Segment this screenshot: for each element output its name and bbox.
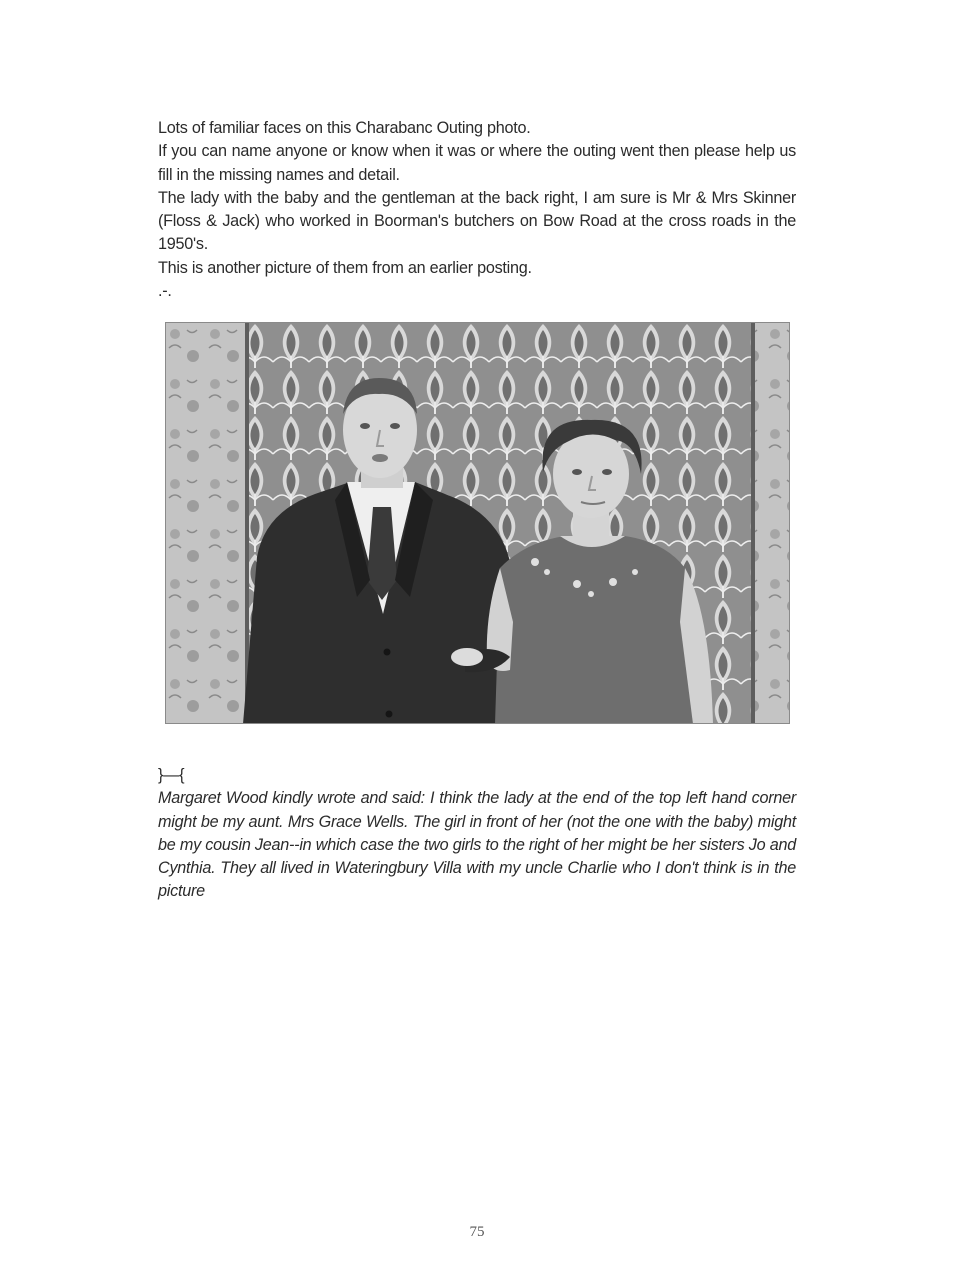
intro-line-1: Lots of familiar faces on this Charabanc Outing photo. xyxy=(158,119,531,137)
page-number: 75 xyxy=(469,1224,485,1240)
comment-block xyxy=(158,764,796,904)
intro-line-2: If you can name anyone or know when it was or where the outing went then please help us fill in the missing names and detail. xyxy=(158,142,796,184)
intro-text xyxy=(158,117,796,303)
comment-quote: Margaret Wood kindly wrote and said: I think the lady at the end of the top left hand corner might be my aunt. Mrs Grace Wells. The girl in front of her (not the one with the baby) might be my cousin Jean--in which case the two girls to the right of her might be her sisters Jo and Cynthia. They all lived in Wateringbury Villa with my uncle Charlie who I don't think is in the picture xyxy=(158,789,796,901)
intro-line-5: .-. xyxy=(158,282,172,301)
comment-separator: }—{ xyxy=(158,766,185,784)
couple-photo-illustration xyxy=(165,322,790,724)
intro-line-4: This is another picture of them from an earlier posting. xyxy=(158,258,532,277)
intro-line-3: The lady with the baby and the gentleman at the back right, I am sure is Mr & Mrs Skinner (Floss & Jack) who worked in Boorman's butchers on Bow Road at the cross roads in the 1950's. xyxy=(158,188,796,254)
couple-photo xyxy=(165,322,790,724)
